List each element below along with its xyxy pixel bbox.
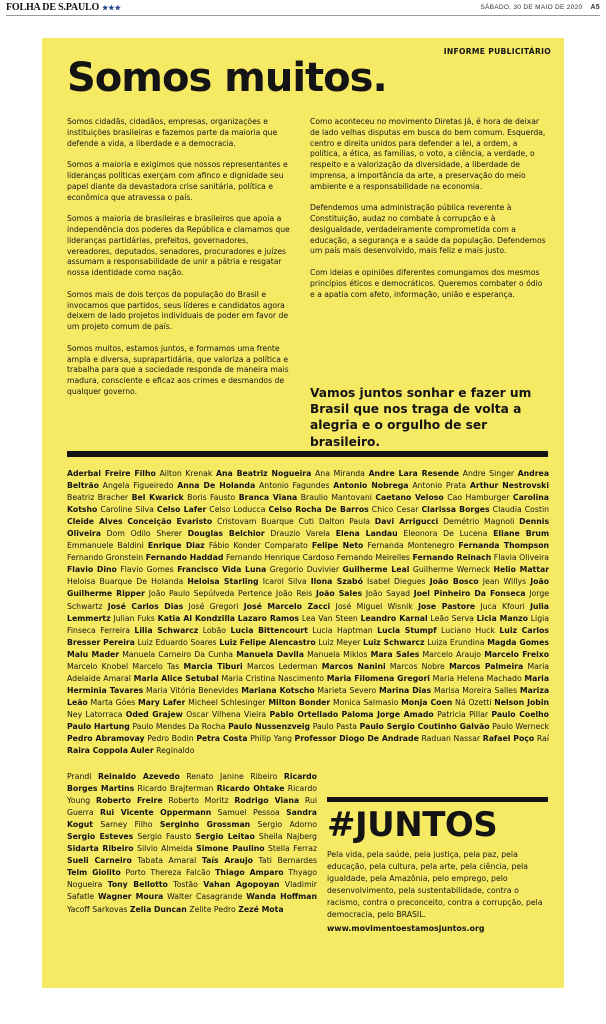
signatory-name: Professor Diogo De Andrade: [294, 734, 419, 744]
signatory-name: Luciano Huck: [441, 625, 495, 635]
signatory-name: Serginho Grossman: [159, 820, 251, 830]
signatory-name: Angela Figueiredo: [102, 481, 174, 491]
signatory-name: Micheel Schlesinger: [188, 697, 266, 707]
signatory-name: José Carlos Dias: [107, 601, 184, 611]
signatory-name: Marcos Lederman: [246, 661, 318, 671]
newspaper-masthead: [6, 0, 600, 16]
signatory-name: Fernando Reinach: [412, 553, 492, 563]
signatory-name: Thereza Falcão: [150, 868, 211, 878]
signatory-name: Roberto Moritz: [168, 796, 229, 806]
signatory-name: João Guilherme Ripper: [67, 577, 550, 599]
manifesto-paragraph: Defendemos uma administração pública reverente à Constituição, audaz no combate à corrupção e à desigualdade, verdadeiramente comprometida com a educação, a segurança e a saúde da população. Defendemos um país mais desenvolvido, mais feliz e mais justo.: [310, 203, 546, 256]
signatory-name: Demétrio Magnoli: [443, 517, 515, 527]
signatory-name: Thyago Nogueira: [67, 868, 317, 890]
signatory-name: Sergio Leitao: [195, 832, 255, 842]
signatory-name: Anna De Holanda: [177, 481, 256, 491]
signatory-name: Porto: [125, 868, 146, 878]
signatory-name: Luiz Carlos Bresser Pereira: [67, 625, 549, 647]
signatory-name: Mariza Leão: [67, 685, 550, 707]
signatory-name: Tabata Amaral: [137, 856, 197, 866]
signatory-name: Marisa Moreira Salles: [433, 685, 518, 695]
signatory-name: Julian Fuks: [113, 613, 155, 623]
signatory-name: Monja Coen: [401, 697, 453, 707]
signatory-name: Julia Lemmertz: [67, 601, 550, 623]
signatory-name: Stella Ferraz: [267, 844, 318, 854]
signatory-name: Nelson Jobin: [494, 697, 550, 707]
signatory-name: Chico Cesar: [371, 505, 419, 515]
signatory-name: Ilona Szabó: [310, 577, 363, 587]
signatory-name: Maria Filomena Gregori: [326, 673, 430, 683]
stars-icon: ★★★: [102, 3, 121, 12]
signatory-name: Thiago Amparo: [215, 868, 284, 878]
signatory-name: Manuela Davila: [236, 649, 304, 659]
signatory-name: Beatriz Bracher: [67, 493, 129, 503]
signatory-name: Flavia Oliveira: [493, 553, 550, 563]
signatory-name: Isabel Diegues: [367, 577, 426, 587]
signatory-name: Pedro Bodin: [147, 734, 194, 744]
signatory-name: Marcelo Knobel: [67, 661, 129, 671]
signatory-name: Mara Sales: [370, 649, 420, 659]
signatory-name: Lucia Stumpf: [377, 625, 437, 635]
signatory-name: Ligia Finseca Ferreira: [67, 613, 550, 635]
signatory-name: Guilherme Leal: [342, 565, 410, 575]
divider-rule: [327, 797, 548, 802]
signatory-name: Branca Viana: [238, 493, 298, 503]
signatory-name: Douglas Belchior: [187, 529, 265, 539]
signatory-name: Auler: [130, 746, 154, 756]
signatory-name: Celso Loducca: [209, 505, 266, 515]
signatory-name: Elena Landau: [335, 529, 398, 539]
signatory-name: Tostão: [173, 880, 198, 890]
signatory-name: Guilherme Werneck: [412, 565, 491, 575]
signatory-name: Joel Pinheiro Da Fonseca: [413, 589, 526, 599]
manifesto-paragraph: Somos cidadãs, cidadãos, empresas, organizações e instituições brasileiras e fazemos parte da maioria que defende a vida, a liberdade e a democracia.: [67, 117, 278, 148]
signatory-name: Manuela Carneiro Da Cunha: [122, 649, 234, 659]
signatory-name: Paulo Pasta: [312, 721, 358, 731]
signatory-name: Fernando Henrique Cardoso: [225, 553, 335, 563]
signatory-name: Maria Herminia Tavares: [67, 673, 550, 695]
signatory-name: Milton Bonder: [268, 697, 331, 707]
signatory-name: Tati Bernardes: [258, 856, 318, 866]
signatory-name: Cristovam Buarque: [216, 517, 294, 527]
signatory-name: Andre Lara Resende: [368, 469, 460, 478]
signatory-name: Fernando Haddad: [145, 553, 224, 563]
signatory-name: Juca Kfouri: [480, 601, 525, 611]
signatory-name: Malu Mader: [67, 649, 120, 659]
signatory-name: Davi Arrigucci: [374, 517, 439, 527]
signatory-name: Flavio Gomes: [120, 565, 174, 575]
signatory-name: Jean Willys: [482, 577, 527, 587]
signatory-name: Sarney Filho: [100, 820, 153, 830]
signatory-name: Philip Yang: [250, 734, 292, 744]
signatory-name: Reinaldo Azevedo: [97, 772, 180, 781]
signatory-name: Conceição Evaristo: [127, 517, 213, 527]
signatory-name: José Miguel Wisnik: [335, 601, 413, 611]
signatory-name: Walter Casagrande: [167, 892, 243, 902]
website-link[interactable]: www.movimentoestamosjuntos.org: [327, 924, 485, 934]
signatory-name: Boris Fausto: [187, 493, 236, 503]
signatory-name: José Marcelo Zacci: [243, 601, 331, 611]
signatory-name: Maria Adelaide Amaral: [67, 661, 549, 683]
signatory-name: Felipe Neto: [311, 541, 364, 551]
signatory-name: Carolina Kotsho: [67, 493, 550, 515]
signatory-name: Dennis Oliveira: [67, 517, 550, 539]
signatory-name: Paloma Jorge Amado: [341, 709, 434, 719]
signatory-name: Icarol Silva: [262, 577, 307, 587]
signatory-name: Maria Cristina Nascimento: [221, 673, 324, 683]
signatory-name: Lazaro Ramos: [237, 613, 300, 623]
signatory-name: Magda Gomes: [487, 637, 550, 647]
manifesto-paragraph: Como aconteceu no movimento Diretas Já, é hora de deixar de lado velhas disputas em busca do bem comum. Esquerda, centro e direita unidos para defender a lei, a ordem, a política, a ética, as famílias, o voto, a ciência, a verdade, o respeito e a valorização da diversidade, a liberdade de imprensa, a importância da arte, a preservação do meio ambiente e a responsabilidade na economia.: [310, 117, 546, 191]
signatory-name: Marcelo Tas: [132, 661, 180, 671]
signatory-name: Ana Beatriz Nogueira: [216, 469, 312, 478]
signatory-name: Sergio Esteves: [67, 832, 134, 842]
signatory-name: Wagner Moura: [97, 892, 164, 902]
page-number: A5: [590, 4, 600, 11]
signatory-name: Reginaldo: [156, 746, 195, 756]
juntos-box: [327, 806, 548, 933]
advertisement-panel: [42, 38, 564, 988]
signatory-name: Jose Pastore: [418, 601, 476, 611]
signatory-name: Antonio Nobrega: [333, 481, 409, 491]
signatory-name: Drauzio Varela: [270, 529, 331, 539]
headline: Somos muitos.: [67, 55, 387, 101]
signatory-name: Lilia Schwarcz: [134, 625, 199, 635]
signatory-name: Luiz Meyer: [318, 637, 361, 647]
signatory-name: Jorge Schwartz: [67, 589, 550, 611]
signatory-name: Taís Araujo: [201, 856, 253, 866]
ad-tag: INFORME PUBLICITÁRIO: [443, 47, 551, 56]
signatory-name: Marina Dias: [379, 685, 432, 695]
signatory-name: Marieta Severo: [317, 685, 377, 695]
signatory-name: Eleonora De Lucena: [403, 529, 488, 539]
signatory-name: Yacoff Sarkovas: [67, 904, 128, 914]
signatory-name: Dalton Paula: [318, 517, 371, 527]
signatory-name: Marcos Nanini: [321, 661, 386, 671]
signatory-name: Rui Guerra: [67, 796, 318, 818]
manifesto-left-column: [67, 117, 291, 409]
signatory-name: Mary Lafer: [137, 697, 186, 707]
signatory-name: Vladimir Safatle: [67, 880, 317, 902]
signatory-name: Luiz Eduardo Soares: [137, 637, 217, 647]
signatory-name: Fábio Konder Comparato: [208, 541, 308, 551]
signatory-name: Paulo Sergio Coutinho Galvão: [359, 721, 490, 731]
signatory-name: Cao Hamburger: [447, 493, 510, 503]
signatory-name: Paulo Werneck: [492, 721, 550, 731]
signatory-name: Simone Paulino: [196, 844, 265, 854]
signatory-name: Celso Lafer: [156, 505, 207, 515]
newspaper-logo: FOLHA DE S.PAULO ★★★: [6, 2, 121, 13]
signatory-name: Vahan Agopoyan: [203, 880, 280, 890]
signatory-name: Lobão: [202, 625, 227, 635]
signatory-name: Tony Bellotto: [107, 880, 168, 890]
signatory-name: Heloisa Starling: [187, 577, 259, 587]
signatory-name: Fernando Gronstein: [67, 553, 144, 563]
signatory-name: Rafael Poço: [482, 734, 535, 744]
divider-rule: [67, 451, 548, 457]
signatory-name: Francisco Vida Luna: [177, 565, 267, 575]
signatory-name: Fernanda Thompson: [458, 541, 550, 551]
signatory-name: Oscar Vilhena Vieira: [186, 709, 267, 719]
signatory-name: Marcelo Araujo: [422, 649, 482, 659]
signatory-name: Gregorio Duvivier: [269, 565, 340, 575]
signatory-name: Ricardo Borges Martins: [67, 772, 318, 794]
signatory-name: Antonio Prata: [412, 481, 467, 491]
signatory-name: José Gregori: [188, 601, 239, 611]
signatory-name: Luiz Schwarcz: [363, 637, 425, 647]
signatory-name: Pedro Abramovay: [67, 734, 145, 744]
signatory-name: Andre Singer: [462, 469, 515, 478]
signatory-name: Ney Latorraca: [67, 709, 123, 719]
signatory-name: Samuel Pessoa: [217, 808, 280, 818]
signatory-name: Flavio Dino: [67, 565, 117, 575]
signatory-name: Marcelo Freixo: [484, 649, 550, 659]
signatory-name: Celso Rocha De Barros: [268, 505, 369, 515]
signatory-name: Arthur Nestrovski: [469, 481, 549, 491]
signatory-name: Andrea Beltrão: [67, 469, 550, 491]
signatory-name: Leandro Karnal: [360, 613, 428, 623]
manifesto-paragraph: Somos muitos, estamos juntos, e formamos uma frente ampla e diversa, suprapartidária, que valoriza a política e trabalha para que a sociedade responda de maneira mais madura, consciente e eficaz aos crimes e desmandos de qualquer governo.: [67, 343, 289, 396]
signatory-name: Eliane Brum: [493, 529, 550, 539]
signatory-name: Zelia Duncan: [129, 904, 187, 914]
signatory-name: Enrique Diaz: [147, 541, 205, 551]
signatory-name: Lucia Haptman: [312, 625, 373, 635]
signatory-name: Ricardo Young: [67, 784, 317, 806]
signatory-name: Raira Coppola: [67, 746, 128, 756]
signatory-name: João Sayad: [365, 589, 411, 599]
signatory-name: Cleide Alves: [67, 517, 123, 527]
manifesto-paragraph: Somos a maioria de brasileiras e brasileiros que apoia a independência dos poderes da República e clamamos que lideranças partidárias, prefeitos, governadores, vereadores, deputados, senadores, procuradores e juízes assumam a responsabilidade de unir a pátria e resgatar nossa identidade como nação.: [67, 214, 290, 277]
signatory-name: Caetano Veloso: [375, 493, 444, 503]
signatory-name: Telm Giolito: [67, 868, 121, 878]
signatory-name: Luiza Erundina: [427, 637, 485, 647]
signatory-name: Raí: [536, 734, 549, 744]
signatory-name: Dom Odilo Sherer: [106, 529, 182, 539]
signatory-name: Leão Serva: [430, 613, 474, 623]
signatory-name: Cuti: [298, 517, 315, 527]
signatory-name: Roberto Freire: [96, 796, 163, 806]
signatory-name: Ricardo Brajterman: [137, 784, 214, 794]
signatory-name: Wanda Hoffman: [246, 892, 317, 902]
signatory-name: Sergio Adorno: [257, 820, 317, 830]
signatory-name: Paulo Nussenzveig: [228, 721, 311, 731]
signatory-name: Clarissa Borges: [421, 505, 490, 515]
signatory-name: João Sales: [315, 589, 363, 599]
signatory-name: Pablo Ortellado: [269, 709, 339, 719]
signatory-name: Antonio Fagundes: [258, 481, 330, 491]
signatory-name: Luiz Felipe Alencastro: [219, 637, 316, 647]
signatory-name: Paulo Hartung: [67, 721, 130, 731]
signatory-name: Lucia Bittencourt: [230, 625, 308, 635]
signatory-name: Prandi: [67, 772, 92, 781]
signatory-name: Sheila Najberg: [258, 832, 317, 842]
signatory-name: Maria Helena Machado: [432, 673, 522, 683]
signatory-name: Fernanda Montenegro: [367, 541, 455, 551]
signatory-name: Patricia Pillar: [437, 709, 489, 719]
signatory-name: Silvio Almeida: [137, 844, 193, 854]
signatory-name: Zezé Mota: [238, 904, 284, 914]
manifesto-right-column: [310, 117, 546, 311]
signatory-name: João Paulo Sepúlveda Pertence: [148, 589, 273, 599]
signatory-name: Bel Kwarick: [131, 493, 184, 503]
signatory-name: Zelite Pedro: [189, 904, 236, 914]
signatory-name: Braulio Mantovani: [300, 493, 372, 503]
signatory-name: Licia Manzo: [476, 613, 528, 623]
signatory-name: Fernando Meirelles: [336, 553, 410, 563]
manifesto-paragraph: Somos a maioria e exigimos que nossos representantes e lideranças políticas exerçam com afinco e dignidade seu papel diante da devastadora crise sanitária, política e econômica que atravessa o país.: [67, 160, 288, 202]
signatory-name: Emmanuele Baldini: [67, 541, 144, 551]
edition-date: SÁBADO, 30 DE MAIO DE 2020 A5: [480, 4, 600, 11]
signatory-name: Sergio Fausto: [137, 832, 192, 842]
signatory-name: Ailton Krenak: [159, 469, 213, 478]
signatory-name: Helio Mattar: [493, 565, 550, 575]
signatory-name: Rui Vicente Oppermann: [100, 808, 212, 818]
signatory-name: Katia Al Kondzilla: [157, 613, 236, 623]
signatory-name: Paulo Coelho: [491, 709, 549, 719]
signatory-name: Heloisa Buarque De Holanda: [67, 577, 184, 587]
signatory-name: Rodrigo Viana: [234, 796, 300, 806]
signatory-name: Lea Van Steen: [301, 613, 358, 623]
signatory-name: Ricardo Ohtake: [216, 784, 285, 794]
signatory-name: Renato Janine Ribeiro: [186, 772, 278, 781]
signatory-name: Marcia Tiburi: [183, 661, 243, 671]
signatory-name: Paulo Mendes Da Rocha: [132, 721, 226, 731]
signatories-list-continued: [67, 771, 317, 916]
signatory-name: Oded Grajew: [125, 709, 183, 719]
signatory-name: Caroline Silva: [100, 505, 154, 515]
signatory-name: Petra Costa: [196, 734, 248, 744]
slogan: Vamos juntos sonhar e fazer um Brasil que nos traga de volta a alegria e o orgulho de ser brasileiro.: [310, 386, 532, 449]
hashtag-text: Pela vida, pela saúde, pela justiça, pela paz, pela educação, pela cultura, pela arte, pela ciência, pela igualdade, pela Amazônia, pelo emprego, pelo desenvolvimento, pela sustentabilidade, contra o racismo, contra o preconceito, contra a corrupção, pela democracia, pelo BRASIL.: [327, 850, 543, 920]
signatory-name: João Bosco: [429, 577, 479, 587]
signatory-name: Sidarta Ribeiro: [67, 844, 134, 854]
signatory-name: Marcos Nobre: [389, 661, 445, 671]
signatory-name: Sueli Carneiro: [67, 856, 132, 866]
signatory-name: Marcos Palmeira: [449, 661, 524, 671]
manifesto-paragraph: Com ideias e opiniões diferentes comungamos dos mesmos princípios éticos e democráticos. Queremos combater o ódio e a apatia com afeto, informação, união e esperança.: [310, 268, 543, 299]
signatory-name: Claudia Costin: [492, 505, 550, 515]
signatory-name: Manuela Miklos: [307, 649, 368, 659]
signatory-name: Maria Vitória Benevides: [145, 685, 239, 695]
signatory-name: Marta Góes: [90, 697, 136, 707]
signatory-name: Raduan Nassar: [421, 734, 481, 744]
signatory-name: Aderbal Freire Filho: [67, 469, 156, 478]
signatory-name: Sandra Kogut: [67, 808, 317, 830]
signatory-name: Maria Alice Setubal: [133, 673, 219, 683]
manifesto-paragraph: Somos mais de dois terços da população do Brasil e invocamos que partidos, seus líderes e candidatos agora deixem de lado projetos individuais de poder em favor de um projeto comum de país.: [67, 289, 289, 331]
signatory-name: Ná Ozetti: [455, 697, 492, 707]
signatory-name: Ana Miranda: [315, 469, 365, 478]
signatory-name: João Reis: [275, 589, 313, 599]
signatory-name: Mariana Kotscho: [241, 685, 315, 695]
hashtag-title: #JUNTOS: [327, 805, 498, 845]
signatories-list: [67, 468, 549, 757]
signatory-name: Monica Salmasio: [333, 697, 399, 707]
